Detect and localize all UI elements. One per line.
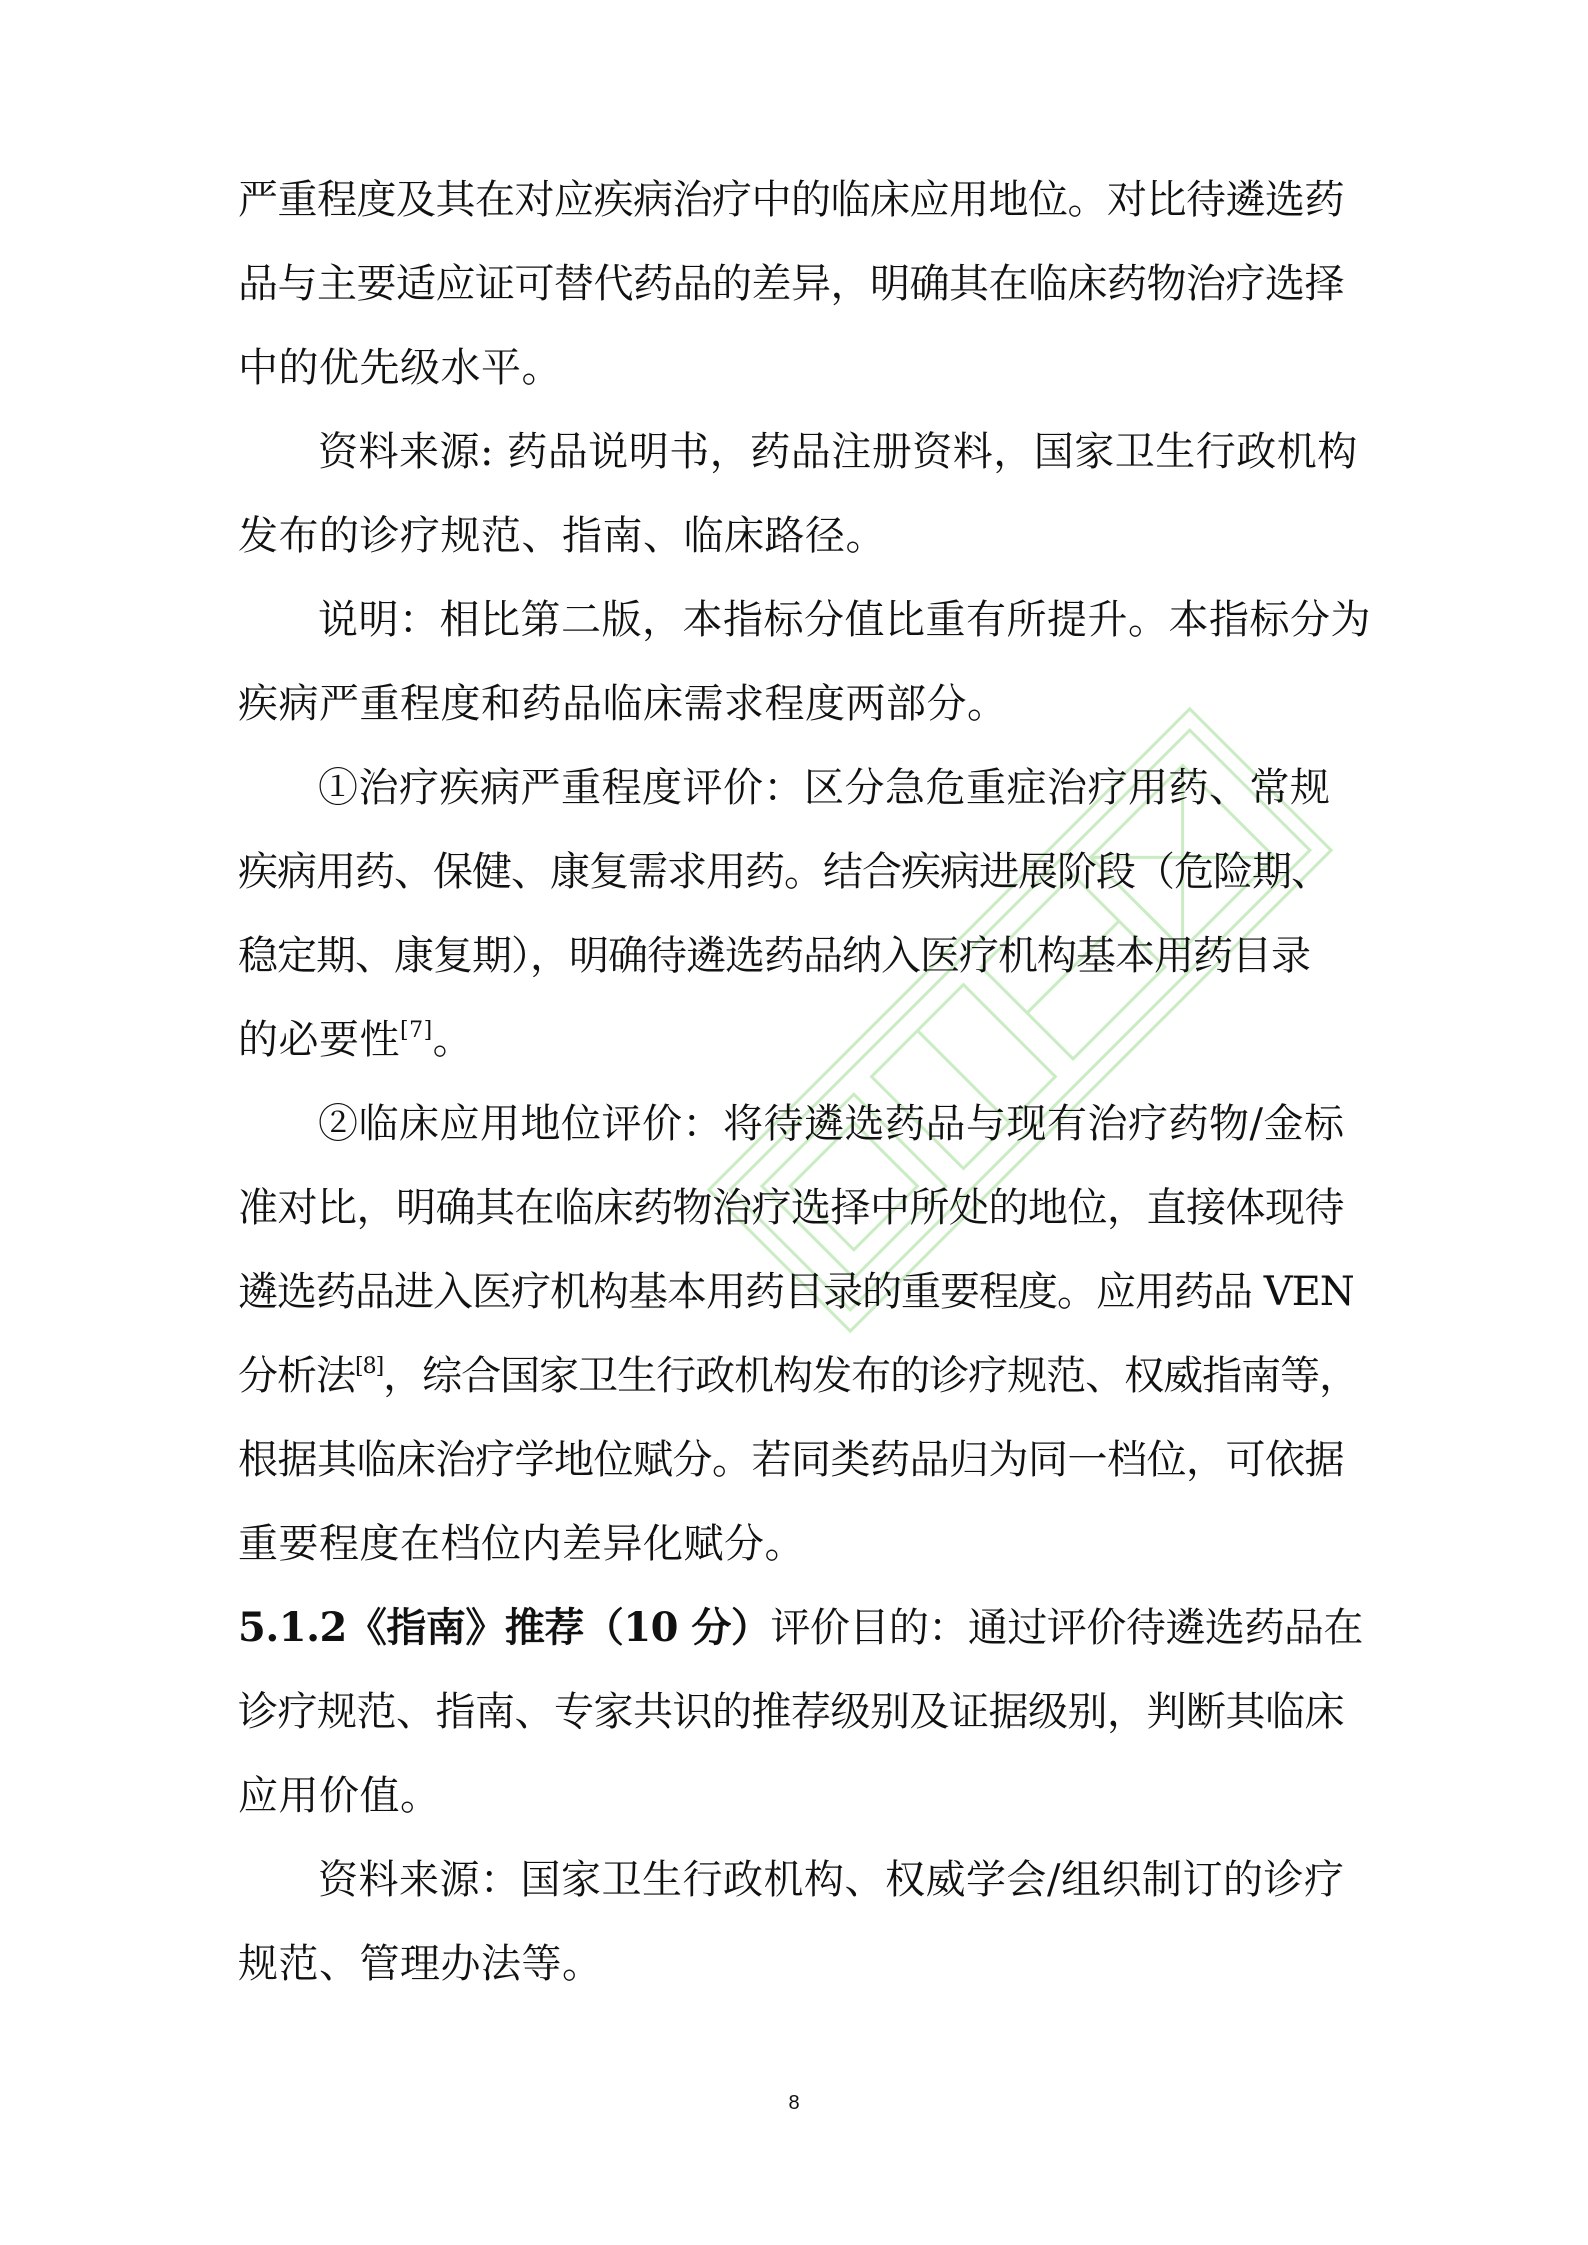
body-text — [238, 158, 1371, 2006]
section-heading-line — [238, 1586, 1363, 1670]
paragraph-line — [238, 746, 1348, 830]
text-run: 发布的诊疗规范、指南、临床路径。 — [238, 513, 886, 559]
text-run: ①治疗疾病严重程度评价：区分急危重症治疗用药、常规 — [318, 765, 1331, 811]
text-run: 。 — [432, 1017, 474, 1063]
paragraph-line — [238, 326, 1348, 410]
paragraph-line — [238, 242, 1348, 326]
text-run: ，综合国家卫生行政机构发布的诊疗规范、权威指南等， — [383, 1353, 1359, 1399]
paragraph-line — [238, 1250, 1354, 1334]
text-run: 品与主要适应证可替代药品的差异，明确其在临床药物治疗选择 — [238, 261, 1344, 307]
text-run: 诊疗规范、指南、专家共识的推荐级别及证据级别，判断其临床 — [238, 1689, 1344, 1735]
text-run: 遴选药品进入医疗机构基本用药目录的重要程度。应用药品 VEN — [238, 1269, 1354, 1315]
text-run: 应用价值。 — [238, 1773, 441, 1819]
paragraph-line — [238, 1670, 1348, 1754]
paragraph-line — [238, 830, 1348, 914]
paragraph-line — [238, 578, 1371, 662]
text-run: 分析法 — [238, 1353, 355, 1399]
paragraph-line — [238, 158, 1348, 242]
text-run: 严重程度及其在对应疾病治疗中的临床应用地位。对比待遴选药 — [238, 177, 1344, 223]
paragraph-line — [238, 914, 1348, 998]
text-run: 资料来源: 药品说明书，药品注册资料，国家卫生行政机构 — [318, 429, 1358, 475]
text-run: 疾病用药、保健、康复需求用药。结合疾病进展阶段（危险期、 — [238, 849, 1330, 895]
text-run: 疾病严重程度和药品临床需求程度两部分。 — [238, 681, 1008, 727]
page-number: 8 — [788, 2092, 800, 2114]
paragraph-line — [238, 1082, 1348, 1166]
paragraph-line — [238, 1754, 1348, 1838]
citation-reference: [7] — [400, 1018, 433, 1043]
paragraph-line — [238, 1166, 1348, 1250]
text-run: 根据其临床治疗学地位赋分。若同类药品归为同一档位，可依据 — [238, 1437, 1344, 1483]
paragraph-line — [238, 998, 1348, 1082]
text-run: 资料来源：国家卫生行政机构、权威学会/组织制订的诊疗 — [318, 1857, 1345, 1903]
paragraph-line — [238, 662, 1348, 746]
paragraph-line — [238, 1922, 1348, 2006]
text-run: 规范、管理办法等。 — [238, 1941, 603, 1987]
paragraph-line — [238, 1502, 1348, 1586]
text-run: 评价目的：通过评价待遴选药品在 — [770, 1605, 1363, 1651]
text-run: 重要程度在档位内差异化赋分。 — [238, 1521, 805, 1567]
text-run: 说明：相比第二版，本指标分值比重有所提升。本指标分为 — [318, 597, 1371, 643]
text-run: ②临床应用地位评价：将待遴选药品与现有治疗药物/金标 — [318, 1101, 1345, 1147]
citation-reference: [8] — [355, 1354, 384, 1379]
text-run: 准对比，明确其在临床药物治疗选择中所处的地位，直接体现待 — [238, 1185, 1344, 1231]
paragraph-line — [238, 1838, 1348, 1922]
text-run: 稳定期、康复期），明确待遴选药品纳入医疗机构基本用药目录 — [238, 933, 1310, 979]
paragraph-line — [238, 1334, 1359, 1418]
paragraph-line — [238, 410, 1358, 494]
section-heading: 5.1.2《指南》推荐（10 分） — [238, 1604, 771, 1651]
paragraph-line — [238, 1418, 1348, 1502]
paragraph-line — [238, 494, 1348, 578]
text-run: 中的优先级水平。 — [238, 345, 562, 391]
text-run: 的必要性 — [238, 1017, 400, 1063]
